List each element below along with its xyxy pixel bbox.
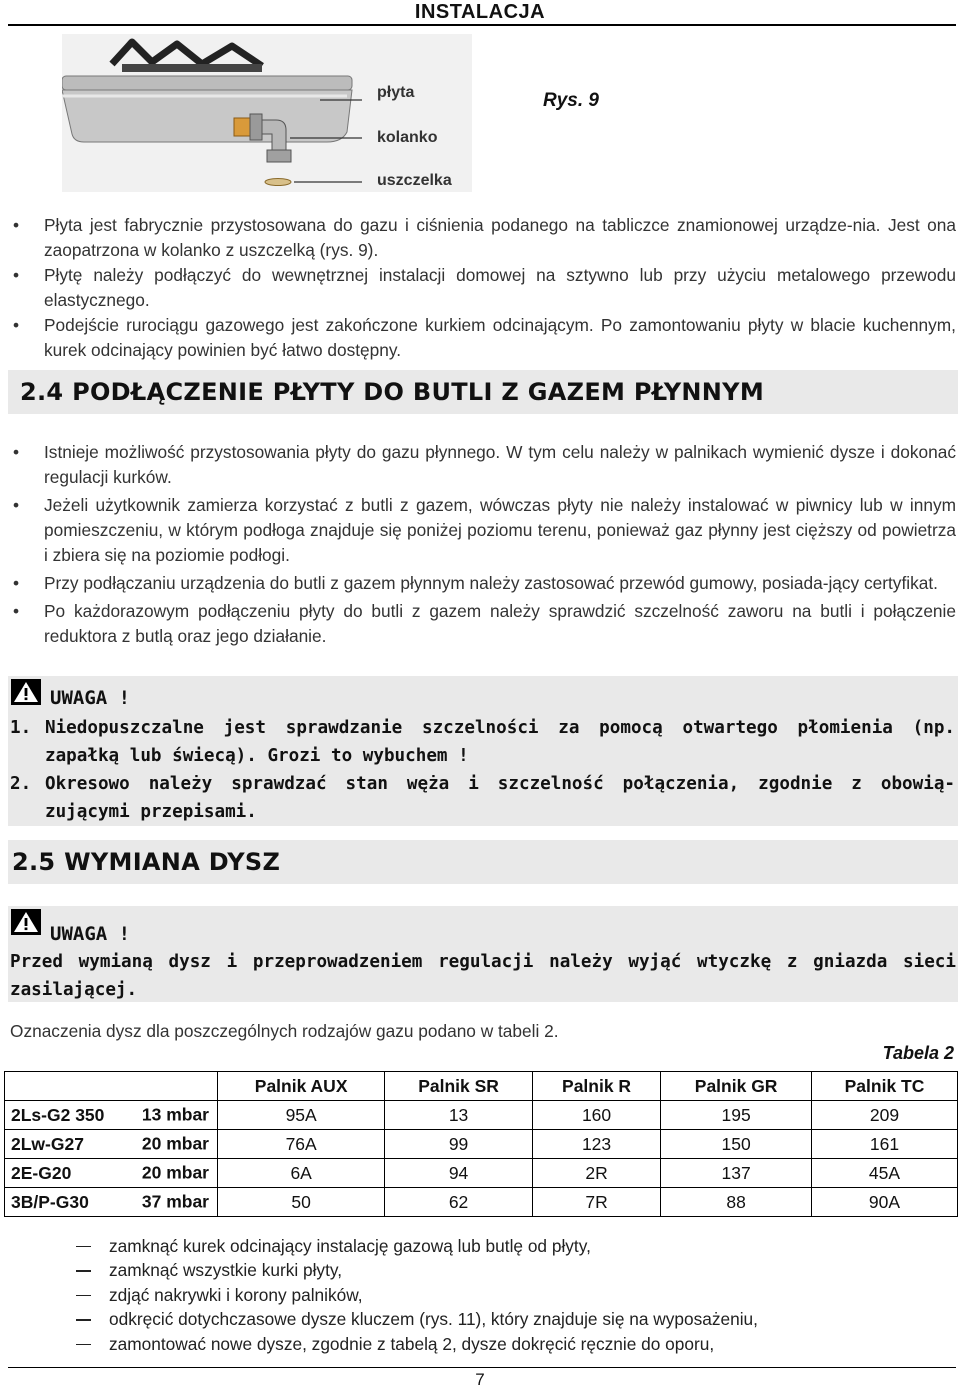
warning-word: UWAGA ! xyxy=(50,687,131,709)
gas-pressure: 13 mbar xyxy=(141,1104,209,1125)
gas-type-cell: 3B/P-G30 37 mbar xyxy=(5,1188,218,1217)
list-item: zamknąć wszystkie kurki płyty, xyxy=(76,1258,758,1282)
table-cell: 137 xyxy=(661,1159,812,1188)
table-cell: 150 xyxy=(661,1130,812,1159)
warning-item-number: 1. xyxy=(10,718,32,738)
table-header-cell: Palnik TC xyxy=(812,1072,958,1101)
list-item: • Przy podłączaniu urządzenia do butli z gazem płynnym należy zastosować przewód gumowy, posiada-jący certyfikat. xyxy=(10,571,956,596)
dash-bullet-icon xyxy=(76,1319,91,1320)
table-cell: 95A xyxy=(218,1101,385,1130)
figure-label-kolanko: kolanko xyxy=(377,129,438,146)
nozzle-table xyxy=(4,1071,958,1217)
warning-block-power xyxy=(8,906,958,1002)
warning-block-gas xyxy=(8,676,958,826)
section-24-title: 2.4 PODŁĄCZENIE PŁYTY DO BUTLI Z GAZEM PŁYNNYM xyxy=(20,378,765,406)
warning-triangle-icon xyxy=(11,679,41,705)
section-25-heading-band xyxy=(8,840,958,884)
table-cell: 161 xyxy=(812,1130,958,1159)
table-cell: 195 xyxy=(661,1101,812,1130)
list-item: • Istnieje możliwość przystosowania płyty do gazu płynnego. W tym celu należy w palnikach wymienić dysze i dokonać regulacji kurków. xyxy=(13,442,956,487)
footer-rule xyxy=(8,1367,956,1368)
header-rule xyxy=(8,24,956,26)
bullet-dot-icon: • xyxy=(13,573,20,593)
table-header-row xyxy=(5,1072,958,1101)
warning-item-text: Niedopuszczalne jest sprawdzanie szczelności za pomocą otwartego płomienia (np. zapałką lub świecą). Grozi to wybuchem ! xyxy=(45,718,955,766)
table-cell: 2R xyxy=(532,1159,660,1188)
table-cell: 99 xyxy=(385,1130,533,1159)
figure-caption: Rys. 9 xyxy=(543,90,599,111)
section-24-bullet-list xyxy=(10,440,956,649)
list-item: zamknąć kurek odcinający instalację gazową lub butlę od płyty, xyxy=(76,1234,758,1258)
table-row xyxy=(5,1130,958,1159)
bullet-dot-icon: • xyxy=(13,315,20,335)
table-cell: 90A xyxy=(812,1188,958,1217)
table-cell: 13 xyxy=(385,1101,533,1130)
list-item: zdjąć nakrywki i korony palników, xyxy=(76,1283,758,1307)
table-cell: 62 xyxy=(385,1188,533,1217)
table-cell: 76A xyxy=(218,1130,385,1159)
gas-type-cell: 2Lw-G27 20 mbar xyxy=(5,1130,218,1159)
table-cell: 94 xyxy=(385,1159,533,1188)
table-cell: 50 xyxy=(218,1188,385,1217)
hob-connection-illustration xyxy=(62,34,472,192)
bullet-dot-icon: • xyxy=(13,265,20,285)
list-item: • Podejście rurociągu gazowego jest zakończone kurkiem odcinającym. Po zamontowaniu płyty w blacie kuchennym, kurek odcinający powinien być łatwo dostępny. xyxy=(13,315,956,360)
list-item: • Jeżeli użytkownik zamierza korzystać z butli z gazem, wówczas płyty nie należy instalować w piwnicy lub w innym pomieszczeniu, w którym podłoga znajduje się poniżej poziomu terenu, ponieważ gaz płynny jest cięższy od powietrza i zbiera się na poziomie podłogi. xyxy=(13,495,956,565)
section-24-heading-band xyxy=(8,370,958,414)
nozzle-table-intro: Oznaczenia dysz dla poszczególnych rodzajów gazu podano w tabeli 2. xyxy=(10,1021,559,1041)
nozzle-replacement-steps xyxy=(76,1234,758,1356)
table-cell: 160 xyxy=(532,1101,660,1130)
list-item: • Płyta jest fabrycznie przystosowana do gazu i ciśnienia podanego na tabliczce znamionowej urządze-nia. Jest ona zaopatrzona w kolanko z uszczelką (rys. 9). xyxy=(13,215,956,260)
list-item: odkręcić dotychczasowe dysze kluczem (rys. 11), który znajduje się na wyposażeniu, xyxy=(76,1307,758,1331)
bullet-dot-icon: • xyxy=(13,601,20,621)
bullet-dot-icon: • xyxy=(13,215,20,235)
page-number: 7 xyxy=(475,1370,485,1389)
dash-bullet-icon xyxy=(76,1270,91,1271)
intro-bullet-list xyxy=(10,213,956,363)
table-cell: 45A xyxy=(812,1159,958,1188)
gas-type-cell: 2Ls-G2 350 13 mbar xyxy=(5,1101,218,1130)
warning-item-number: 2. xyxy=(10,774,32,794)
table-header-cell: Palnik SR xyxy=(385,1072,533,1101)
gas-pressure: 20 mbar xyxy=(141,1133,209,1154)
figure-label-uszczelka: uszczelka xyxy=(377,172,452,189)
list-item: zamontować nowe dysze, zgodnie z tabelą 2, dysze dokręcić ręcznie do oporu, xyxy=(76,1332,758,1356)
table-cell: 6A xyxy=(218,1159,385,1188)
dash-bullet-icon xyxy=(76,1344,91,1345)
table-cell: 88 xyxy=(661,1188,812,1217)
figure-hob-connection xyxy=(62,34,472,192)
table-header-cell: Palnik R xyxy=(532,1072,660,1101)
list-item: • Płytę należy podłączyć do wewnętrznej instalacji domowej na sztywno lub przy użyciu metalowego przewodu elastycznego. xyxy=(13,265,956,310)
figure-label-plyta: płyta xyxy=(377,84,415,101)
gas-type-cell: 2E-G20 20 mbar xyxy=(5,1159,218,1188)
table-header-cell: Palnik AUX xyxy=(218,1072,385,1101)
table-cell: 123 xyxy=(532,1130,660,1159)
table-header-cell xyxy=(5,1072,218,1101)
table-caption: Tabela 2 xyxy=(882,1043,954,1063)
section-25-title: 2.5 WYMIANA DYSZ xyxy=(12,848,281,876)
table-row xyxy=(5,1159,958,1188)
warning-item-text: Okresowo należy sprawdzać stan węża i szczelność połączenia, zgodnie z obowią-zującymi przepisami. xyxy=(45,774,955,822)
bullet-dot-icon: • xyxy=(13,495,20,515)
warning-triangle-icon xyxy=(11,909,41,935)
warning-text: Przed wymianą dysz i przeprowadzeniem regulacji należy wyjąć wtyczkę z gniazda sieci zasilającej. xyxy=(10,952,956,1000)
table-row xyxy=(5,1188,958,1217)
table-cell: 209 xyxy=(812,1101,958,1130)
dash-bullet-icon xyxy=(76,1295,91,1296)
page-header-title: INSTALACJA xyxy=(414,1,546,23)
list-item: • Po każdorazowym podłączeniu płyty do butli z gazem należy sprawdzić szczelność zaworu na butli i połączenie reduktora z butlą oraz jego działanie. xyxy=(13,601,956,646)
dash-bullet-icon xyxy=(76,1246,91,1247)
gas-pressure: 37 mbar xyxy=(141,1191,209,1212)
table-row xyxy=(5,1101,958,1130)
gas-pressure: 20 mbar xyxy=(141,1162,209,1183)
table-cell: 7R xyxy=(532,1188,660,1217)
warning-word: UWAGA ! xyxy=(50,923,131,945)
table-header-cell: Palnik GR xyxy=(661,1072,812,1101)
bullet-dot-icon: • xyxy=(13,442,20,462)
